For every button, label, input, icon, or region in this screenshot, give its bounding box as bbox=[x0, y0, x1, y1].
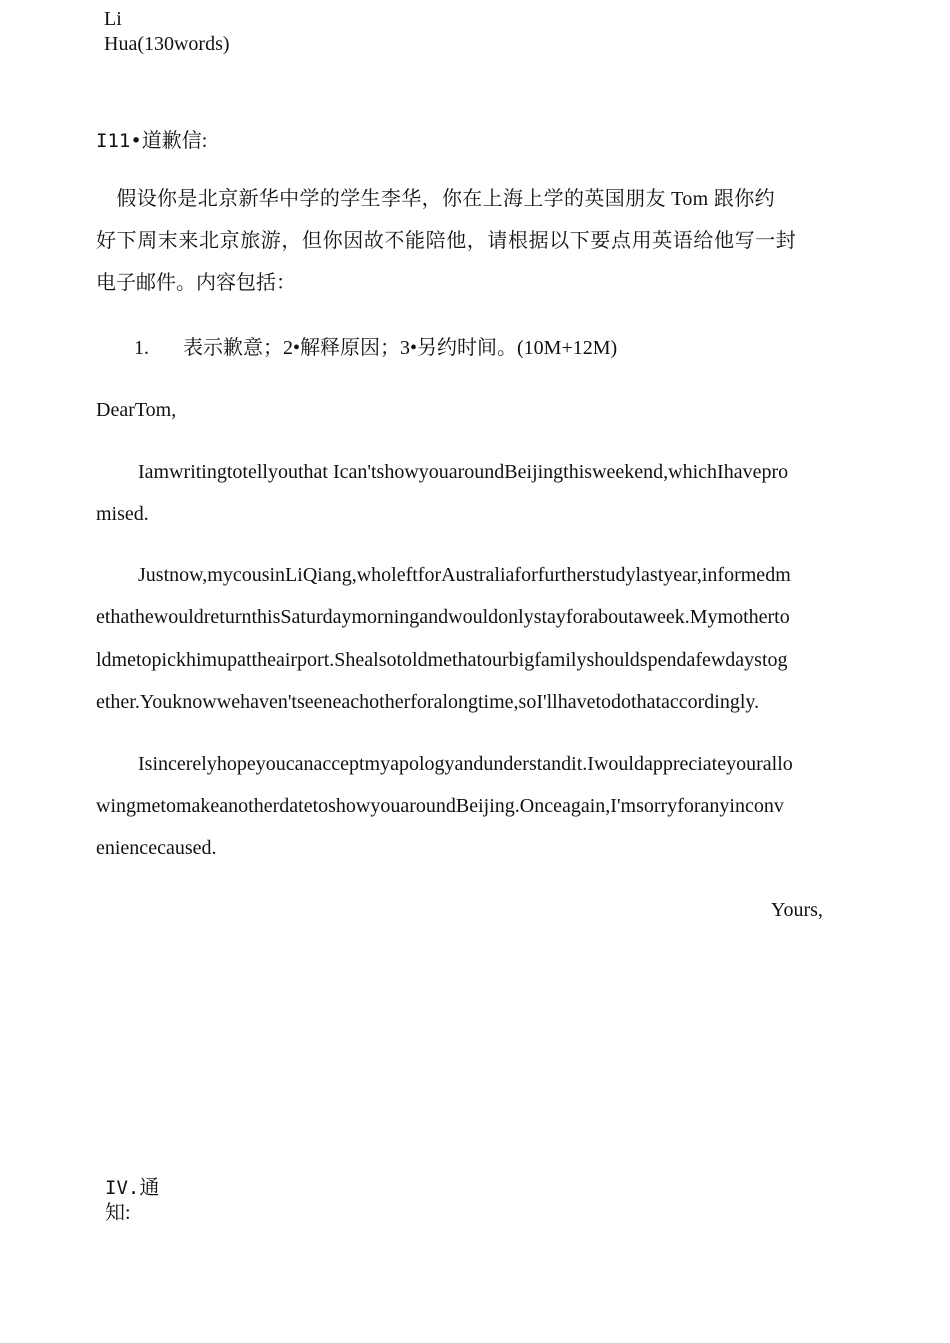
paragraph-2-line-3: ldmetopickhimupattheairport.Shealsotoldmethatourbigfamilyshouldspendafewdaystog bbox=[96, 649, 788, 671]
author-name-line: Li bbox=[104, 8, 122, 30]
task-line-1: 假设你是北京新华中学的学生李华，你在上海上学的英国朋友 Tom 跟你约 bbox=[96, 188, 775, 210]
paragraph-3-line-3: eniencecaused. bbox=[96, 837, 217, 859]
letter-closing: Yours, bbox=[771, 899, 823, 921]
paragraph-1-line-2: mised. bbox=[96, 503, 149, 525]
paragraph-1-line-1: Iamwritingtotellyouthat Ican'tshowyouaroundBeijingthisweekend,whichIhavepro bbox=[138, 461, 789, 483]
paragraph-2-line-4: ether.Youknowwehaven'tseeneachotherforalongtime,soI'llhavetodothataccordingly. bbox=[96, 691, 760, 713]
paragraph-2-line-1: Justnow,mycousinLiQiang,wholeftforAustraliaforfurtherstudylastyear,informedm bbox=[138, 564, 791, 586]
section-title: 道歉信: bbox=[141, 130, 208, 152]
task-line-2: 好下周末来北京旅游，但你因故不能陪他，请根据以下要点用英语给他写一封 bbox=[96, 230, 797, 252]
section-number: I11• bbox=[96, 130, 142, 152]
letter-salutation: DearTom, bbox=[96, 399, 177, 421]
paragraph-3-line-2: wingmetomakeanotherdatetoshowyouaroundBeijing.Onceagain,I'msorryforanyinconv bbox=[96, 795, 784, 817]
requirement-text: 表示歉意；2•解释原因；3•另约时间。(10M+12M) bbox=[183, 337, 618, 359]
section-title-part-2: 知: bbox=[105, 1202, 131, 1224]
paragraph-3-line-1: Isincerelyhopeyoucanacceptmyapologyandunderstandit.Iwouldappreciateyourallo bbox=[138, 753, 793, 775]
section-title-part-1: 通 bbox=[139, 1177, 160, 1199]
task-line-3: 电子邮件。内容包括： bbox=[96, 272, 296, 294]
requirement-number: 1. bbox=[134, 337, 149, 359]
section-heading-notice bbox=[105, 1175, 159, 1201]
section-number: IV. bbox=[105, 1177, 140, 1199]
section-heading-apology bbox=[96, 128, 207, 154]
paragraph-2-line-2: ethathewouldreturnthisSaturdaymorningandwouldonlystayforaboutaweek.Mymotherto bbox=[96, 606, 790, 628]
word-count-line: Hua(130words) bbox=[104, 33, 230, 55]
